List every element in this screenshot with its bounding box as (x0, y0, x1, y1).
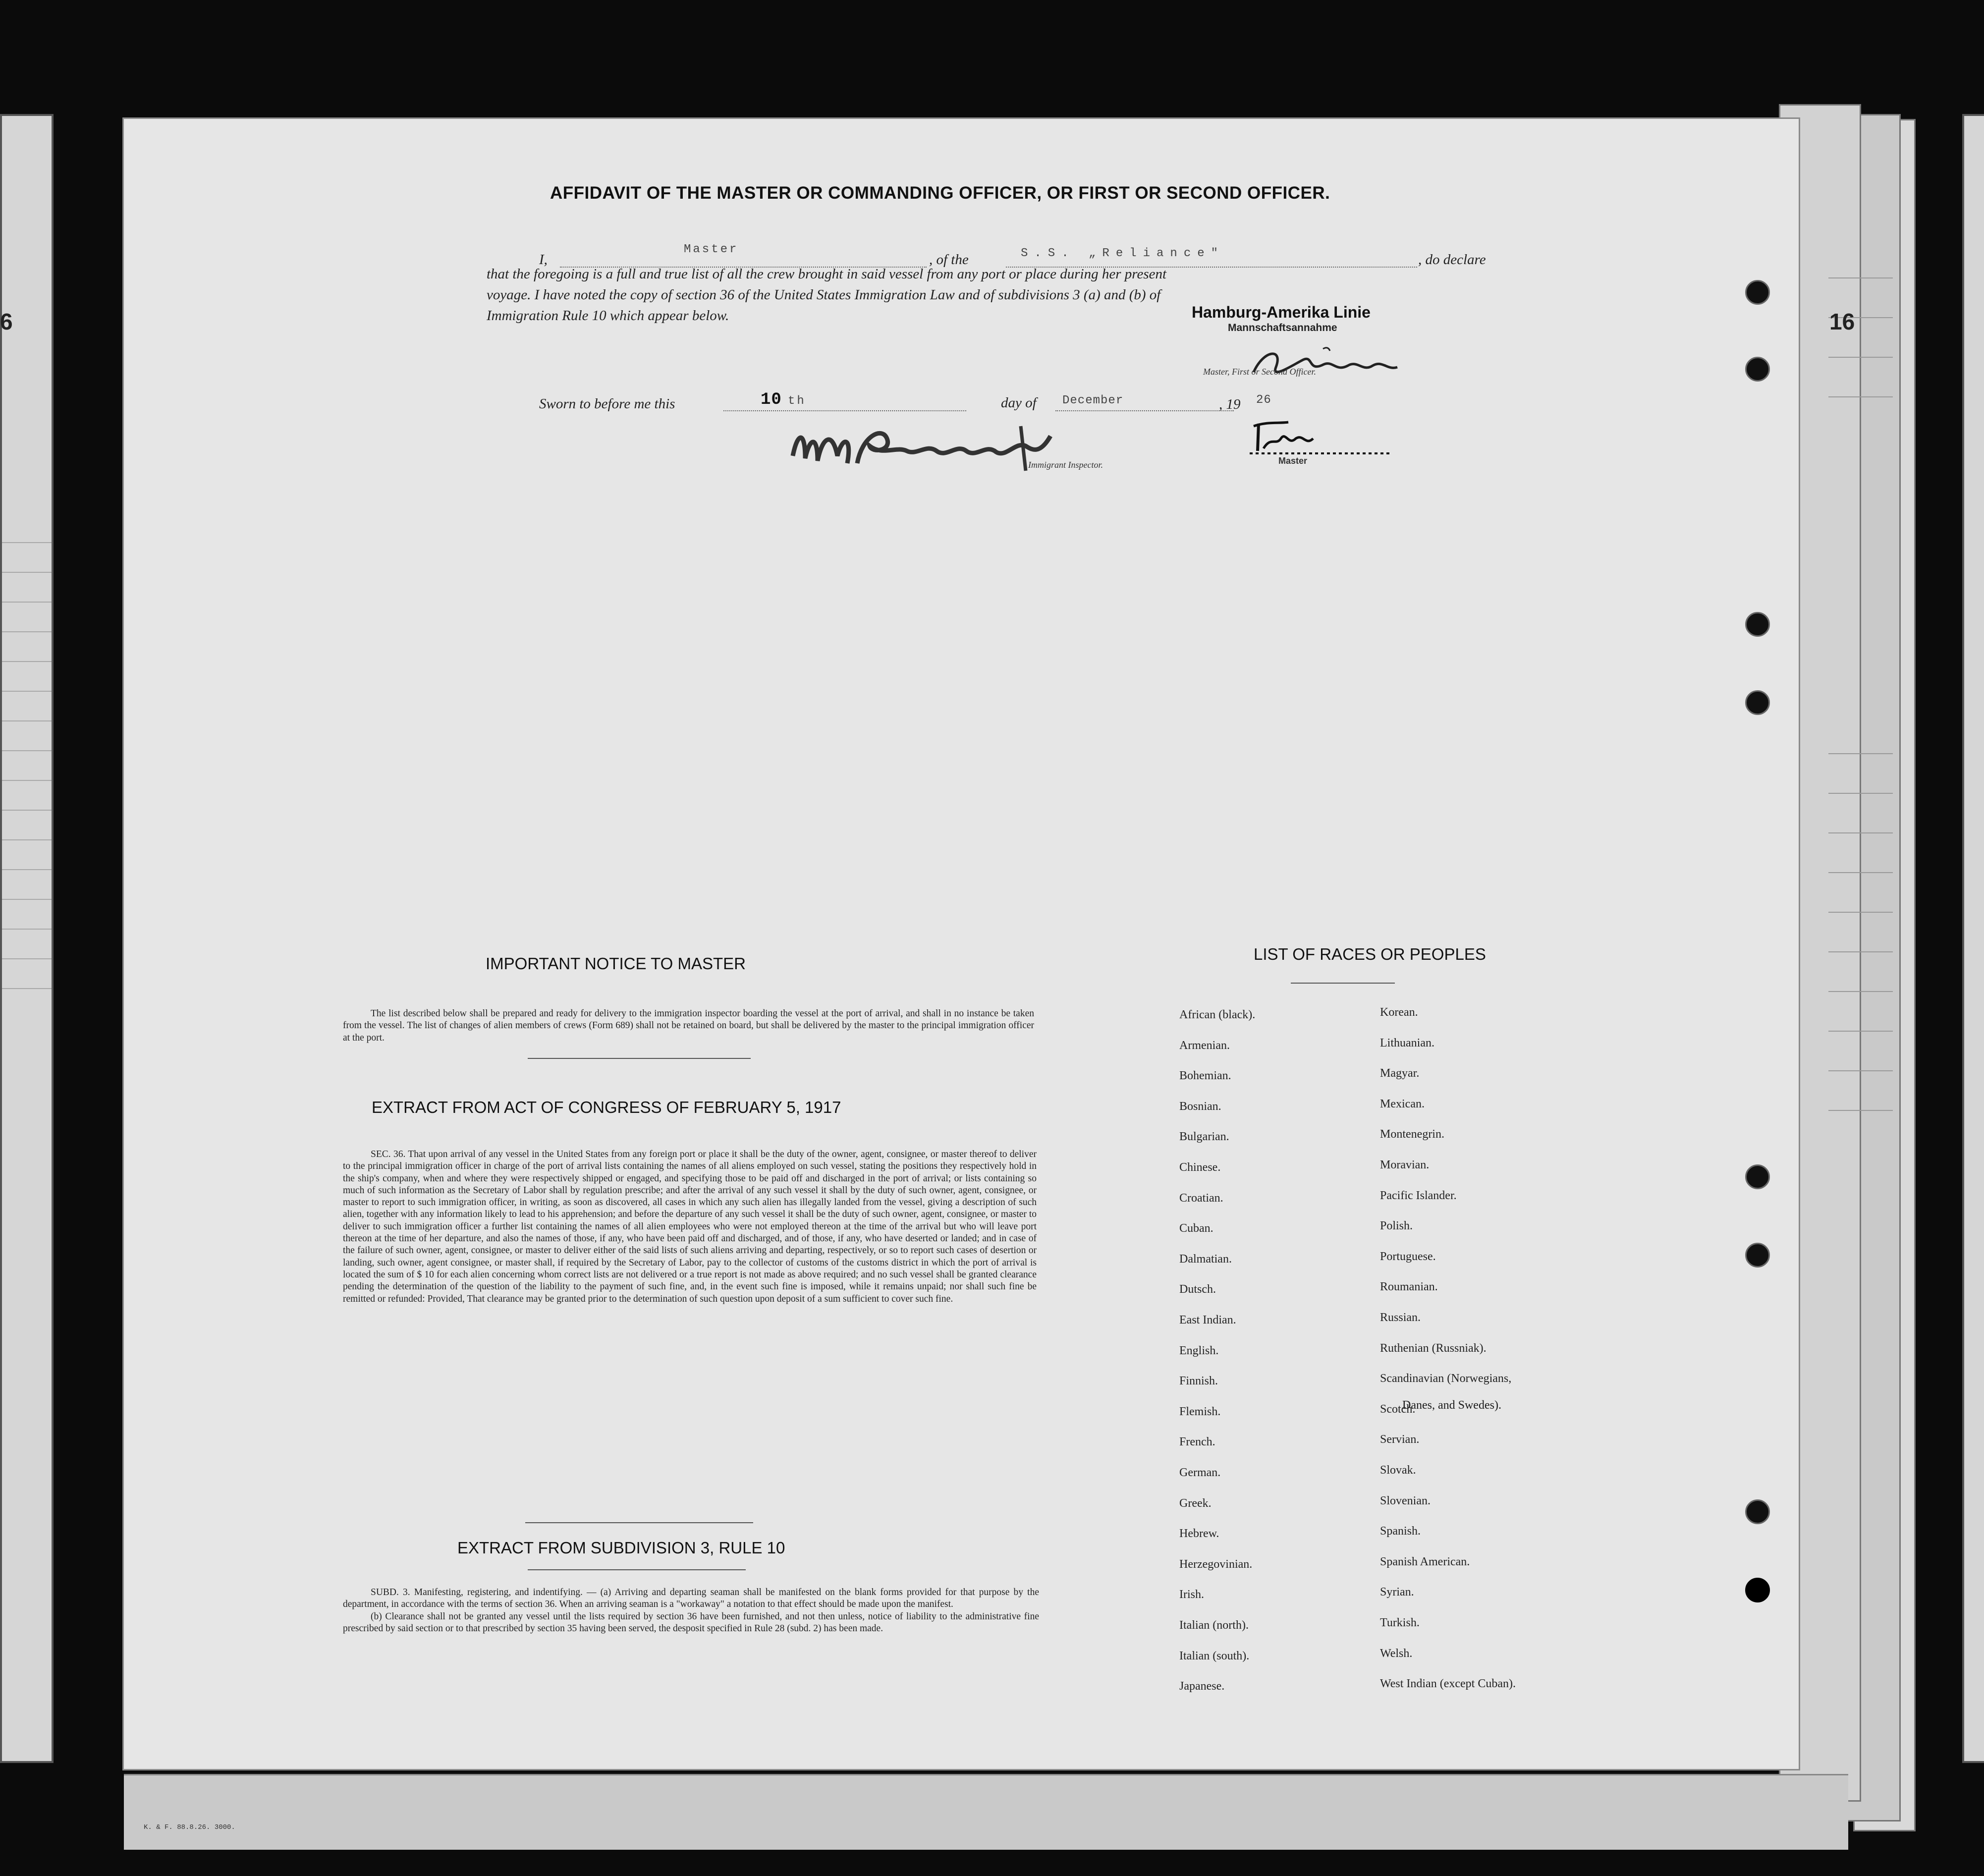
race-item: Dalmatian. (1179, 1252, 1232, 1266)
month-value: December (1062, 394, 1124, 407)
inspector-caption: Immigrant Inspector. (1028, 460, 1103, 470)
affidavit-line-4: Immigration Rule 10 which appear below. (487, 308, 729, 324)
race-item: Herzegovinian. (1179, 1557, 1253, 1571)
races-title: LIST OF RACES OR PEOPLES (1254, 945, 1486, 963)
race-item: Finnish. (1179, 1375, 1218, 1388)
binder-hole (1745, 1499, 1770, 1524)
race-item: Mexican. (1380, 1097, 1425, 1110)
year-value: 26 (1256, 393, 1271, 407)
binder-hole (1745, 280, 1770, 305)
vessel-name: S.S. „Reliance" (1021, 247, 1225, 260)
officer-caption: Master, First or Second Officer. (1203, 367, 1316, 377)
extract-rule-text: SUBD. 3. Manifesting, registering, and indentifying. — (a) Arriving and departing seaman shall be manifested on the blank forms provided for that purpose by the department, in accordance with the terms of section 36. When an arriving seaman is a "workaway" a notation to that effect should be made upon the manifest. (b) Clearance shall not be granted any vessel until the lists required by section 36 have been furnished, and not then unless, notice of liability to the administrative fine prescribed by said section or to that prescribed by section 35 having been served, the desposit specified in Rule 28 (subd. 2) has been made. (343, 1587, 1039, 1634)
race-item: West Indian (except Cuban). (1380, 1677, 1516, 1691)
affidavit-title: AFFIDAVIT OF THE MASTER OR COMMANDING OFFICER, OR FIRST OR SECOND OFFICER. (550, 183, 1330, 203)
sworn-label: Sworn to before me this (539, 396, 675, 412)
race-item: Croatian. (1179, 1191, 1223, 1205)
race-item: Irish. (1179, 1588, 1204, 1601)
race-item: Cuban. (1179, 1222, 1213, 1235)
race-item: Armenian. (1179, 1039, 1230, 1052)
race-item: Scotch. (1380, 1402, 1416, 1416)
race-item: Japanese. (1179, 1680, 1225, 1693)
day-suffix: th (788, 394, 806, 408)
binder-hole (1745, 1164, 1770, 1189)
declare-label: , do declare (1418, 252, 1486, 268)
binder-hole (1745, 690, 1770, 715)
underlying-page-bottom (124, 1774, 1848, 1850)
master-caption: Master (1278, 456, 1308, 466)
master-signature (1249, 416, 1397, 461)
binder-hole (1745, 612, 1770, 637)
race-item: Spanish. (1380, 1525, 1421, 1538)
race-item: Italian (north). (1179, 1619, 1249, 1632)
race-item: French. (1179, 1435, 1215, 1449)
race-item: German. (1179, 1466, 1221, 1479)
inspector-signature (783, 416, 1070, 481)
race-item: Hebrew. (1179, 1527, 1219, 1541)
adjacent-frame-left (0, 114, 54, 1763)
race-item: Bohemian. (1179, 1069, 1231, 1083)
race-item: Scandinavian (Norwegians, (1380, 1372, 1512, 1385)
race-item: Bosnian. (1179, 1100, 1221, 1113)
race-item: Magyar. (1380, 1067, 1420, 1080)
company-stamp: Hamburg-Amerika Linie (1192, 303, 1371, 321)
company-stamp-sub: Mannschaftsannahme (1228, 322, 1337, 333)
race-item: East Indian. (1179, 1314, 1236, 1326)
affidavit-line-3: voyage. I have noted the copy of section 36 of the United States Immigration Law and of subdivisions 3 (a) and (b) of (487, 287, 1161, 303)
race-item: Montenegrin. (1380, 1128, 1444, 1141)
extract-act-text: SEC. 36. That upon arrival of any vessel in the United States from any foreign port or place it shall be the duty of the owner, agent, consignee, or master thereof to deliver to the principal immigration officer in charge of the port of arrival lists containing the names of all aliens employed on such vessel, stating the positions they respectively hold in the ship's company, when and where they were respectively shipped or engaged, and specifying those to be paid off and discharged in the port of arrival; or lists containing so much of such information as the Secretary of Labor shall by regulation prescribe; and after the arrival of any such vessel it shall by the duty of such owner, agent, consignee, or master to report to such immigration officer, in writing, as soon as discovered, all cases in which any such alien has illegally landed from the vessel, giving a description of such alien, together with any information likely to lead to his apprehension; and before the departure of any such vessel it shall be the duty of such owner, agent, consignee, or master to deliver to such immigration officer a further list containing the names of all alien employees who were not employed thereon at the time of the arrival but who will leave port thereon at the time of her departure, and also the names of those, if any, who have been paid off and discharged, and of those, if any, who have deserted or landed; and in case of the failure of such owner, agent, consignee, or master to deliver either of the said lists of such aliens arriving and departing, respectively, or so to report such cases of desertion or landing, such owner, agent consignee, or master shall, if required by the Secretary of Labor, pay to the collector of customs of the customs district in which the port of arrival is located the sum of $ 10 for each alien concerning whom correct lists are not delivered or a true report is not made as above required; and no such vessel shall be granted clearance pending the determination of the question of the liability to the payment of such fine, and, in the event such fine is imposed, while it remains unpaid; nor shall such fine be remitted or refunded: Provided, That clearance may be granted prior to the determination of such question upon deposit of a sum sufficient to cover such fine. (343, 1149, 1037, 1304)
race-item: Syrian. (1380, 1586, 1414, 1599)
race-item: Servian. (1380, 1433, 1420, 1446)
race-item: Slovak. (1380, 1464, 1416, 1477)
of-the-label: , of the (929, 252, 969, 268)
printer-mark: K. & F. 88.8.26. 3000. (144, 1823, 235, 1831)
extract-rule-title: EXTRACT FROM SUBDIVISION 3, RULE 10 (457, 1539, 785, 1557)
notice-text: The list described below shall be prepared and ready for delivery to the immigration inspector boarding the vessel at the port of arrival, and shall in no instance be taken from the vessel. The list of changes of alien members of crews (Form 689) shall not be retained on board, but shall be delivered by the master to the principal immigration officer at the port. (343, 1008, 1034, 1043)
officer-value: Master (684, 243, 739, 256)
day-value: 10 (761, 390, 782, 409)
race-item: Pacific Islander. (1380, 1189, 1457, 1202)
race-item: Greek. (1179, 1496, 1212, 1510)
extract-act-title: EXTRACT FROM ACT OF CONGRESS OF FEBRUARY 5, 1917 (372, 1098, 841, 1116)
race-item: Italian (south). (1179, 1649, 1250, 1662)
race-item: Lithuanian. (1380, 1036, 1434, 1049)
race-item: Turkish. (1380, 1616, 1420, 1629)
binder-hole (1745, 1243, 1770, 1268)
race-item: Flemish. (1179, 1405, 1221, 1418)
affidavit-i-label: I, (539, 252, 548, 268)
race-item: Russian. (1380, 1311, 1421, 1324)
manifest-sheet (124, 119, 1799, 1769)
affidavit-line-2: that the foregoing is a full and true list of all the crew brought in said vessel from any port or place during her present (487, 266, 1167, 282)
race-item: Moravian. (1380, 1159, 1430, 1171)
race-item: Roumanian. (1380, 1280, 1438, 1294)
adjacent-page-number-left: 6 (0, 309, 13, 334)
race-item: Dutsch. (1179, 1283, 1216, 1296)
race-item: Slovenian. (1380, 1494, 1431, 1507)
year-prefix: , 19 (1219, 396, 1241, 412)
race-item: Bulgarian. (1179, 1130, 1229, 1144)
race-item: Korean. (1380, 1006, 1418, 1019)
race-item: Chinese. (1179, 1161, 1221, 1174)
race-item: Portuguese. (1380, 1250, 1436, 1263)
binder-hole (1745, 1578, 1770, 1602)
notice-title: IMPORTANT NOTICE TO MASTER (486, 954, 746, 973)
race-item: Spanish American. (1380, 1555, 1470, 1568)
race-item: Polish. (1380, 1219, 1413, 1233)
race-item: Ruthenian (Russniak). (1380, 1341, 1487, 1355)
officer-signature (1249, 345, 1402, 385)
race-item: Danes, and Swedes). (1402, 1399, 1501, 1412)
adjacent-page-number-right: 16 (1829, 309, 1855, 334)
day-of-label: day of (1001, 395, 1037, 411)
adjacent-frame-right (1962, 114, 1984, 1763)
race-item: Welsh. (1380, 1647, 1413, 1660)
binder-hole (1745, 357, 1770, 382)
race-item: African (black). (1179, 1008, 1256, 1021)
race-item: English. (1179, 1344, 1219, 1357)
